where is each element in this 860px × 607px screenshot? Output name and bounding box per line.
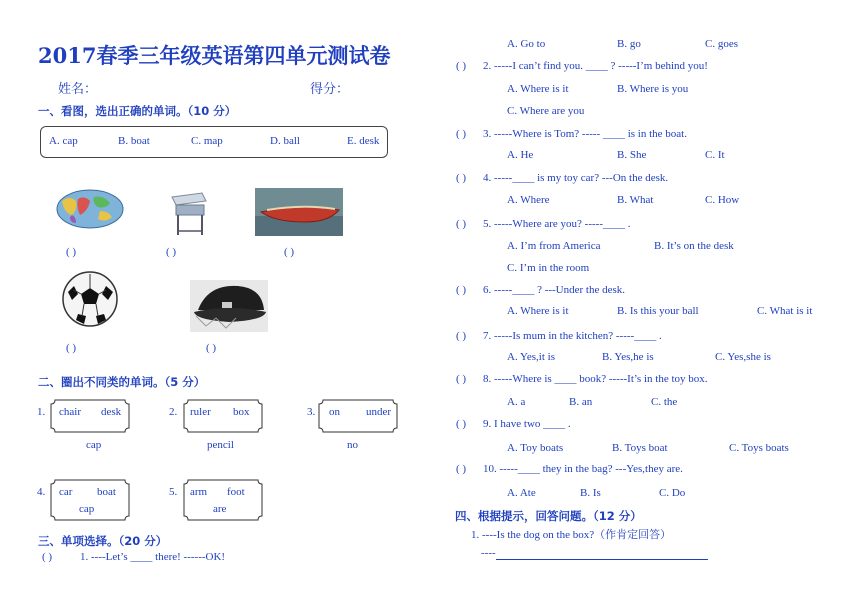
question-4-text: 4. -----____ is my toy car? ---On the desk. [483, 172, 669, 184]
question-5-paren[interactable]: ( ) [456, 218, 467, 230]
question-3-paren[interactable]: ( ) [456, 128, 467, 140]
group-5-number: 5. [169, 486, 178, 498]
question-8-option-c[interactable]: C. the [651, 396, 678, 408]
word-options-box [40, 126, 388, 158]
group-4-word-3[interactable]: cap [79, 503, 95, 515]
question-10-text: 10. -----____ they in the bag? ---Yes,they are. [483, 463, 683, 475]
question-5-option-a[interactable]: A. I’m from America [507, 240, 601, 252]
section3-heading: 三、单项选择。（20 分） [38, 534, 168, 548]
question-9-option-c[interactable]: C. Toys boats [729, 442, 789, 454]
section2-heading: 二、圈出不同类的单词。（5 分） [38, 375, 206, 389]
question-6-option-b[interactable]: B. Is this your ball [617, 305, 699, 317]
answer-line[interactable] [481, 547, 708, 560]
question-4-option-a[interactable]: A. Where [507, 194, 550, 206]
question-1-option-b[interactable]: B. go [617, 38, 641, 50]
question-1-text: 1. ----Let’s ____ there! ------OK! [80, 551, 226, 563]
exam-title: 2017春季三年级英语第四单元测试卷 [38, 43, 391, 68]
question-10-option-b[interactable]: B. Is [580, 487, 601, 499]
section1-heading: 一、看图，选出正确的单词。（10 分） [38, 104, 237, 118]
group-1-word-3[interactable]: cap [86, 439, 102, 451]
group-3-word-3[interactable]: no [347, 439, 358, 451]
option-b: B. boat [118, 135, 150, 147]
group-4-number: 4. [37, 486, 46, 498]
question-9-paren[interactable]: ( ) [456, 418, 467, 430]
question-1-option-c[interactable]: C. goes [705, 38, 738, 50]
question-6-option-a[interactable]: A. Where is it [507, 305, 569, 317]
question-1-paren[interactable]: ( ) [42, 551, 53, 563]
question-8-paren[interactable]: ( ) [456, 373, 467, 385]
group-1-word-2[interactable]: desk [101, 406, 122, 418]
question-2-option-b[interactable]: B. Where is you [617, 83, 689, 95]
group-4-box [50, 479, 130, 521]
group-5-word-1[interactable]: arm [190, 486, 208, 498]
baseball-cap-picture [190, 280, 268, 332]
answer-paren-4[interactable]: ( ) [66, 342, 77, 354]
answer-prefix: ---- [481, 547, 496, 559]
question-6-option-c[interactable]: C. What is it [757, 305, 813, 317]
question-2-text: 2. -----I can’t find you. ____ ? -----I’m behind you! [483, 60, 708, 72]
question-3-option-a[interactable]: A. He [507, 149, 534, 161]
answer-paren-1[interactable]: ( ) [66, 246, 77, 258]
question-4-option-b[interactable]: B. What [617, 194, 654, 206]
group-5-box [183, 479, 263, 521]
section4-heading: 四、根据提示，回答问题。（12 分） [455, 509, 642, 523]
answer-paren-2[interactable]: ( ) [166, 246, 177, 258]
answer-paren-5[interactable]: ( ) [206, 342, 217, 354]
question-9-option-b[interactable]: B. Toys boat [612, 442, 668, 454]
option-a: A. cap [49, 135, 78, 147]
question-3-text: 3. -----Where is Tom? ----- ____ is in the boat. [483, 128, 687, 140]
group-2-box [183, 399, 263, 433]
section4-question-1: 1. ----Is the dog on the box?（作肯定回答） [471, 529, 672, 541]
question-10-option-a[interactable]: A. Ate [507, 487, 536, 499]
group-2-word-1[interactable]: ruler [190, 406, 211, 418]
world-map-picture [56, 189, 124, 229]
question-2-option-a[interactable]: A. Where is it [507, 83, 569, 95]
question-7-paren[interactable]: ( ) [456, 330, 467, 342]
group-4-word-1[interactable]: car [59, 486, 73, 498]
question-9-option-a[interactable]: A. Toy boats [507, 442, 564, 454]
school-desk-picture [168, 191, 208, 237]
question-10-paren[interactable]: ( ) [456, 463, 467, 475]
group-1-number: 1. [37, 406, 46, 418]
group-5-word-3[interactable]: are [213, 503, 227, 515]
name-label: 姓名： [58, 82, 98, 97]
group-2-number: 2. [169, 406, 178, 418]
question-7-option-b[interactable]: B. Yes,he is [602, 351, 654, 363]
question-5-text: 5. -----Where are you? -----____ . [483, 218, 631, 230]
question-6-paren[interactable]: ( ) [456, 284, 467, 296]
option-c: C. map [191, 135, 223, 147]
question-7-option-a[interactable]: A. Yes,it is [507, 351, 555, 363]
question-7-text: 7. -----Is mum in the kitchen? -----____ . [483, 330, 662, 342]
question-8-option-a[interactable]: A. a [507, 396, 526, 408]
question-4-paren[interactable]: ( ) [456, 172, 467, 184]
question-7-option-c[interactable]: C. Yes,she is [715, 351, 771, 363]
question-6-text: 6. -----____ ? ---Under the desk. [483, 284, 626, 296]
question-8-text: 8. -----Where is ____ book? -----It’s in the toy box. [483, 373, 708, 385]
question-5-option-c[interactable]: C. I’m in the room [507, 262, 590, 274]
rowing-boat-picture [255, 188, 343, 236]
question-5-option-b[interactable]: B. It’s on the desk [654, 240, 734, 252]
soccer-ball-picture [60, 270, 120, 328]
group-2-word-2[interactable]: box [233, 406, 250, 418]
group-4-word-2[interactable]: boat [97, 486, 116, 498]
question-10-option-c[interactable]: C. Do [659, 487, 686, 499]
score-label: 得分： [310, 82, 350, 97]
group-2-word-3[interactable]: pencil [207, 439, 234, 451]
question-2-paren[interactable]: ( ) [456, 60, 467, 72]
group-3-number: 3. [307, 406, 316, 418]
question-9-text: 9. I have two ____ . [483, 418, 571, 430]
group-1-word-1[interactable]: chair [59, 406, 81, 418]
question-2-option-c[interactable]: C. Where are you [507, 105, 585, 117]
group-3-word-1[interactable]: on [329, 406, 340, 418]
group-5-word-2[interactable]: foot [227, 486, 245, 498]
group-3-word-2[interactable]: under [366, 406, 392, 418]
question-3-option-b[interactable]: B. She [617, 149, 647, 161]
option-d: D. ball [270, 135, 300, 147]
option-e: E. desk [347, 135, 380, 147]
question-3-option-c[interactable]: C. It [705, 149, 725, 161]
question-1-option-a[interactable]: A. Go to [507, 38, 546, 50]
question-8-option-b[interactable]: B. an [569, 396, 593, 408]
group-3-box [318, 399, 398, 433]
group-1-box [50, 399, 130, 433]
answer-paren-3[interactable]: ( ) [284, 246, 295, 258]
question-4-option-c[interactable]: C. How [705, 194, 740, 206]
